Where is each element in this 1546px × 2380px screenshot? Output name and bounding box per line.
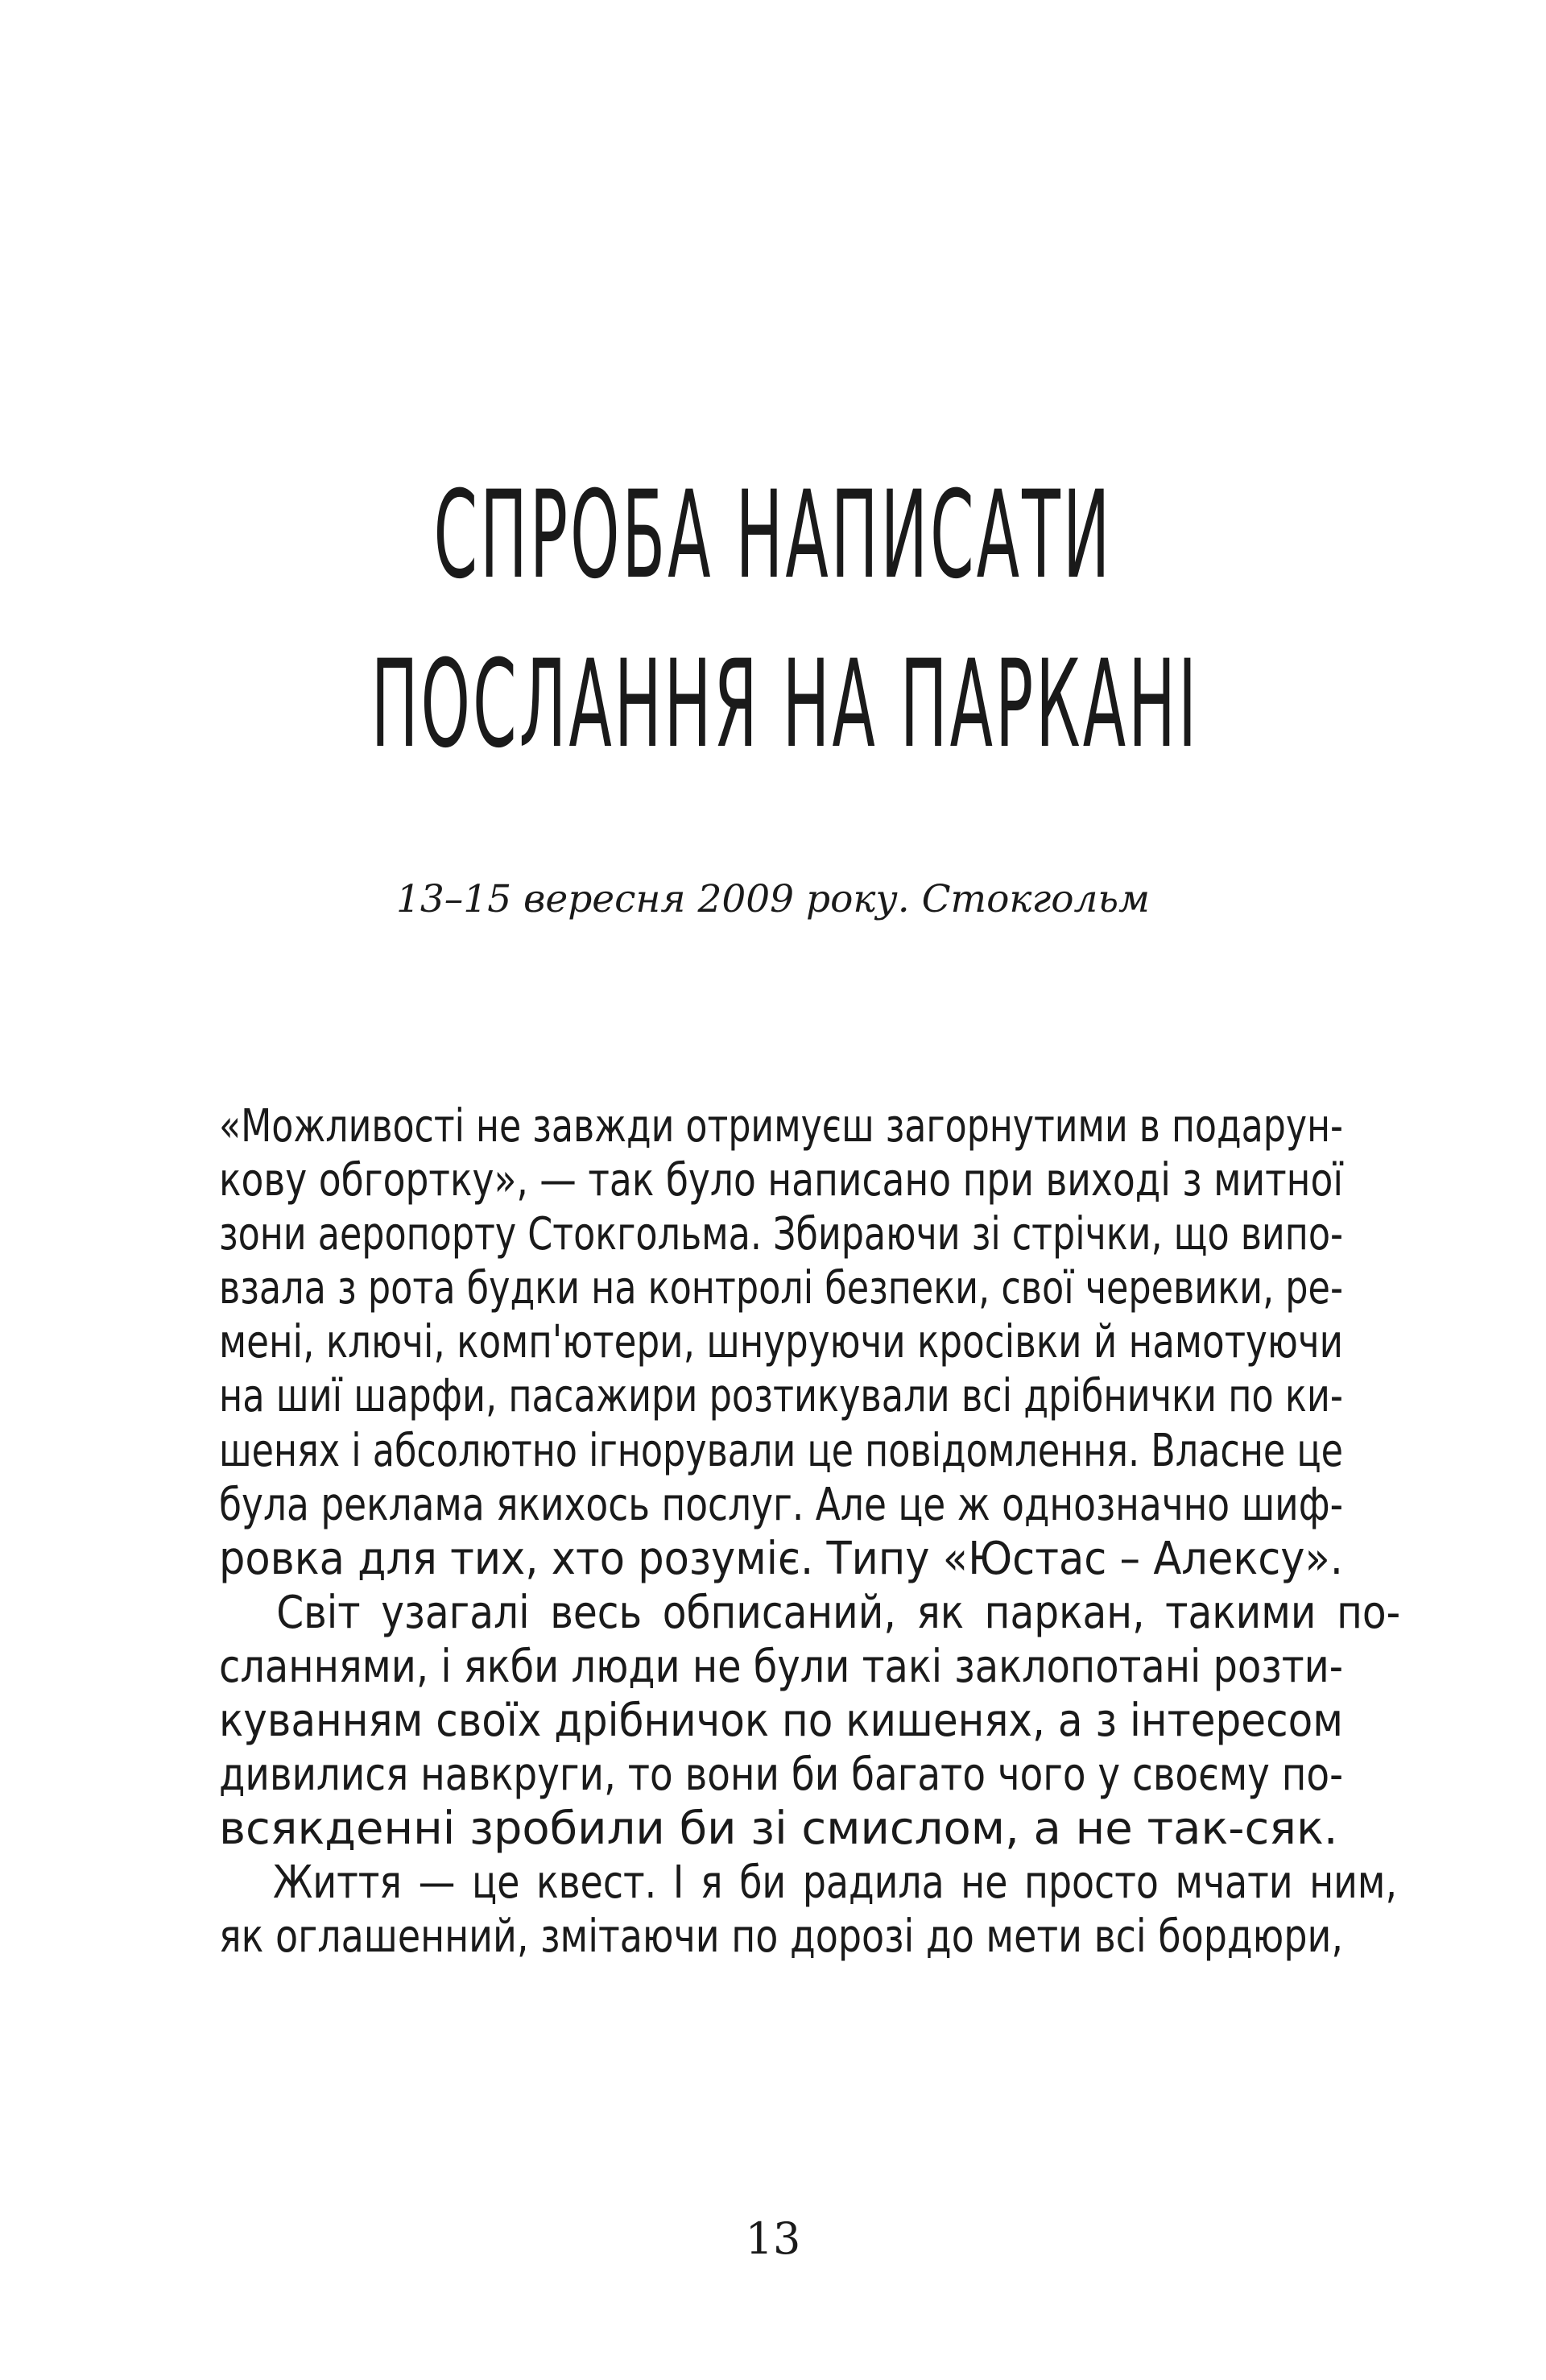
- text-line: дивилися навкруги, то вони би багато чого у своєму по-: [219, 1749, 1343, 1802]
- text-line: ровка для тих, хто розуміє. Типу «Юстас – Алексу».: [219, 1532, 1343, 1585]
- text-line: шенях і абсолютно ігнорували це повідомлення. Власне це: [219, 1424, 1343, 1477]
- text-line: всякденні зробили би зі смислом, а не так-сяк.: [219, 1803, 1338, 1856]
- text-line: Світ узагалі весь обписаний, як паркан, такими по-: [276, 1586, 1401, 1639]
- text-line: була реклама якихось послуг. Але це ж однозначно шиф-: [219, 1478, 1343, 1531]
- text-line: кову обгортку», — так було написано при виході з митної: [219, 1154, 1343, 1207]
- text-line: Життя — це квест. І я би радила не просто мчати ним,: [273, 1856, 1398, 1910]
- chapter-title: [370, 451, 1200, 789]
- text-line: куванням своїх дрібничок по кишенях, а з інтересом: [219, 1695, 1343, 1748]
- chapter-title-line: ПОСЛАННЯ НА ПАРКАНІ: [370, 635, 1200, 775]
- page-number: 13: [745, 2213, 801, 2264]
- chapter-title-line: СПРОБА НАПИСАТИ: [433, 466, 1113, 606]
- chapter-date-place: 13–15 вересня 2009 року. Стокгольм: [395, 877, 1151, 921]
- text-line: сланнями, і якби люди не були такі заклопотані розти-: [219, 1640, 1343, 1693]
- text-line: на шиї шарфи, пасажири розтикували всі дрібнички по ки-: [219, 1370, 1343, 1423]
- text-line: «Можливості не завжди отримуєш загорнутими в подарун-: [219, 1100, 1343, 1153]
- text-line: зони аеропорту Стокгольма. Збираючи зі стрічки, що випо-: [219, 1208, 1343, 1261]
- text-line: як оглашенний, змітаючи по дорозі до мети всі бордюри,: [219, 1910, 1343, 1964]
- text-line: мені, ключі, комп'ютери, шнуруючи кросівки й намотуючи: [219, 1316, 1343, 1369]
- text-line: взала з рота будки на контролі безпеки, свої черевики, ре-: [219, 1262, 1343, 1315]
- body-text: [219, 1099, 1401, 1964]
